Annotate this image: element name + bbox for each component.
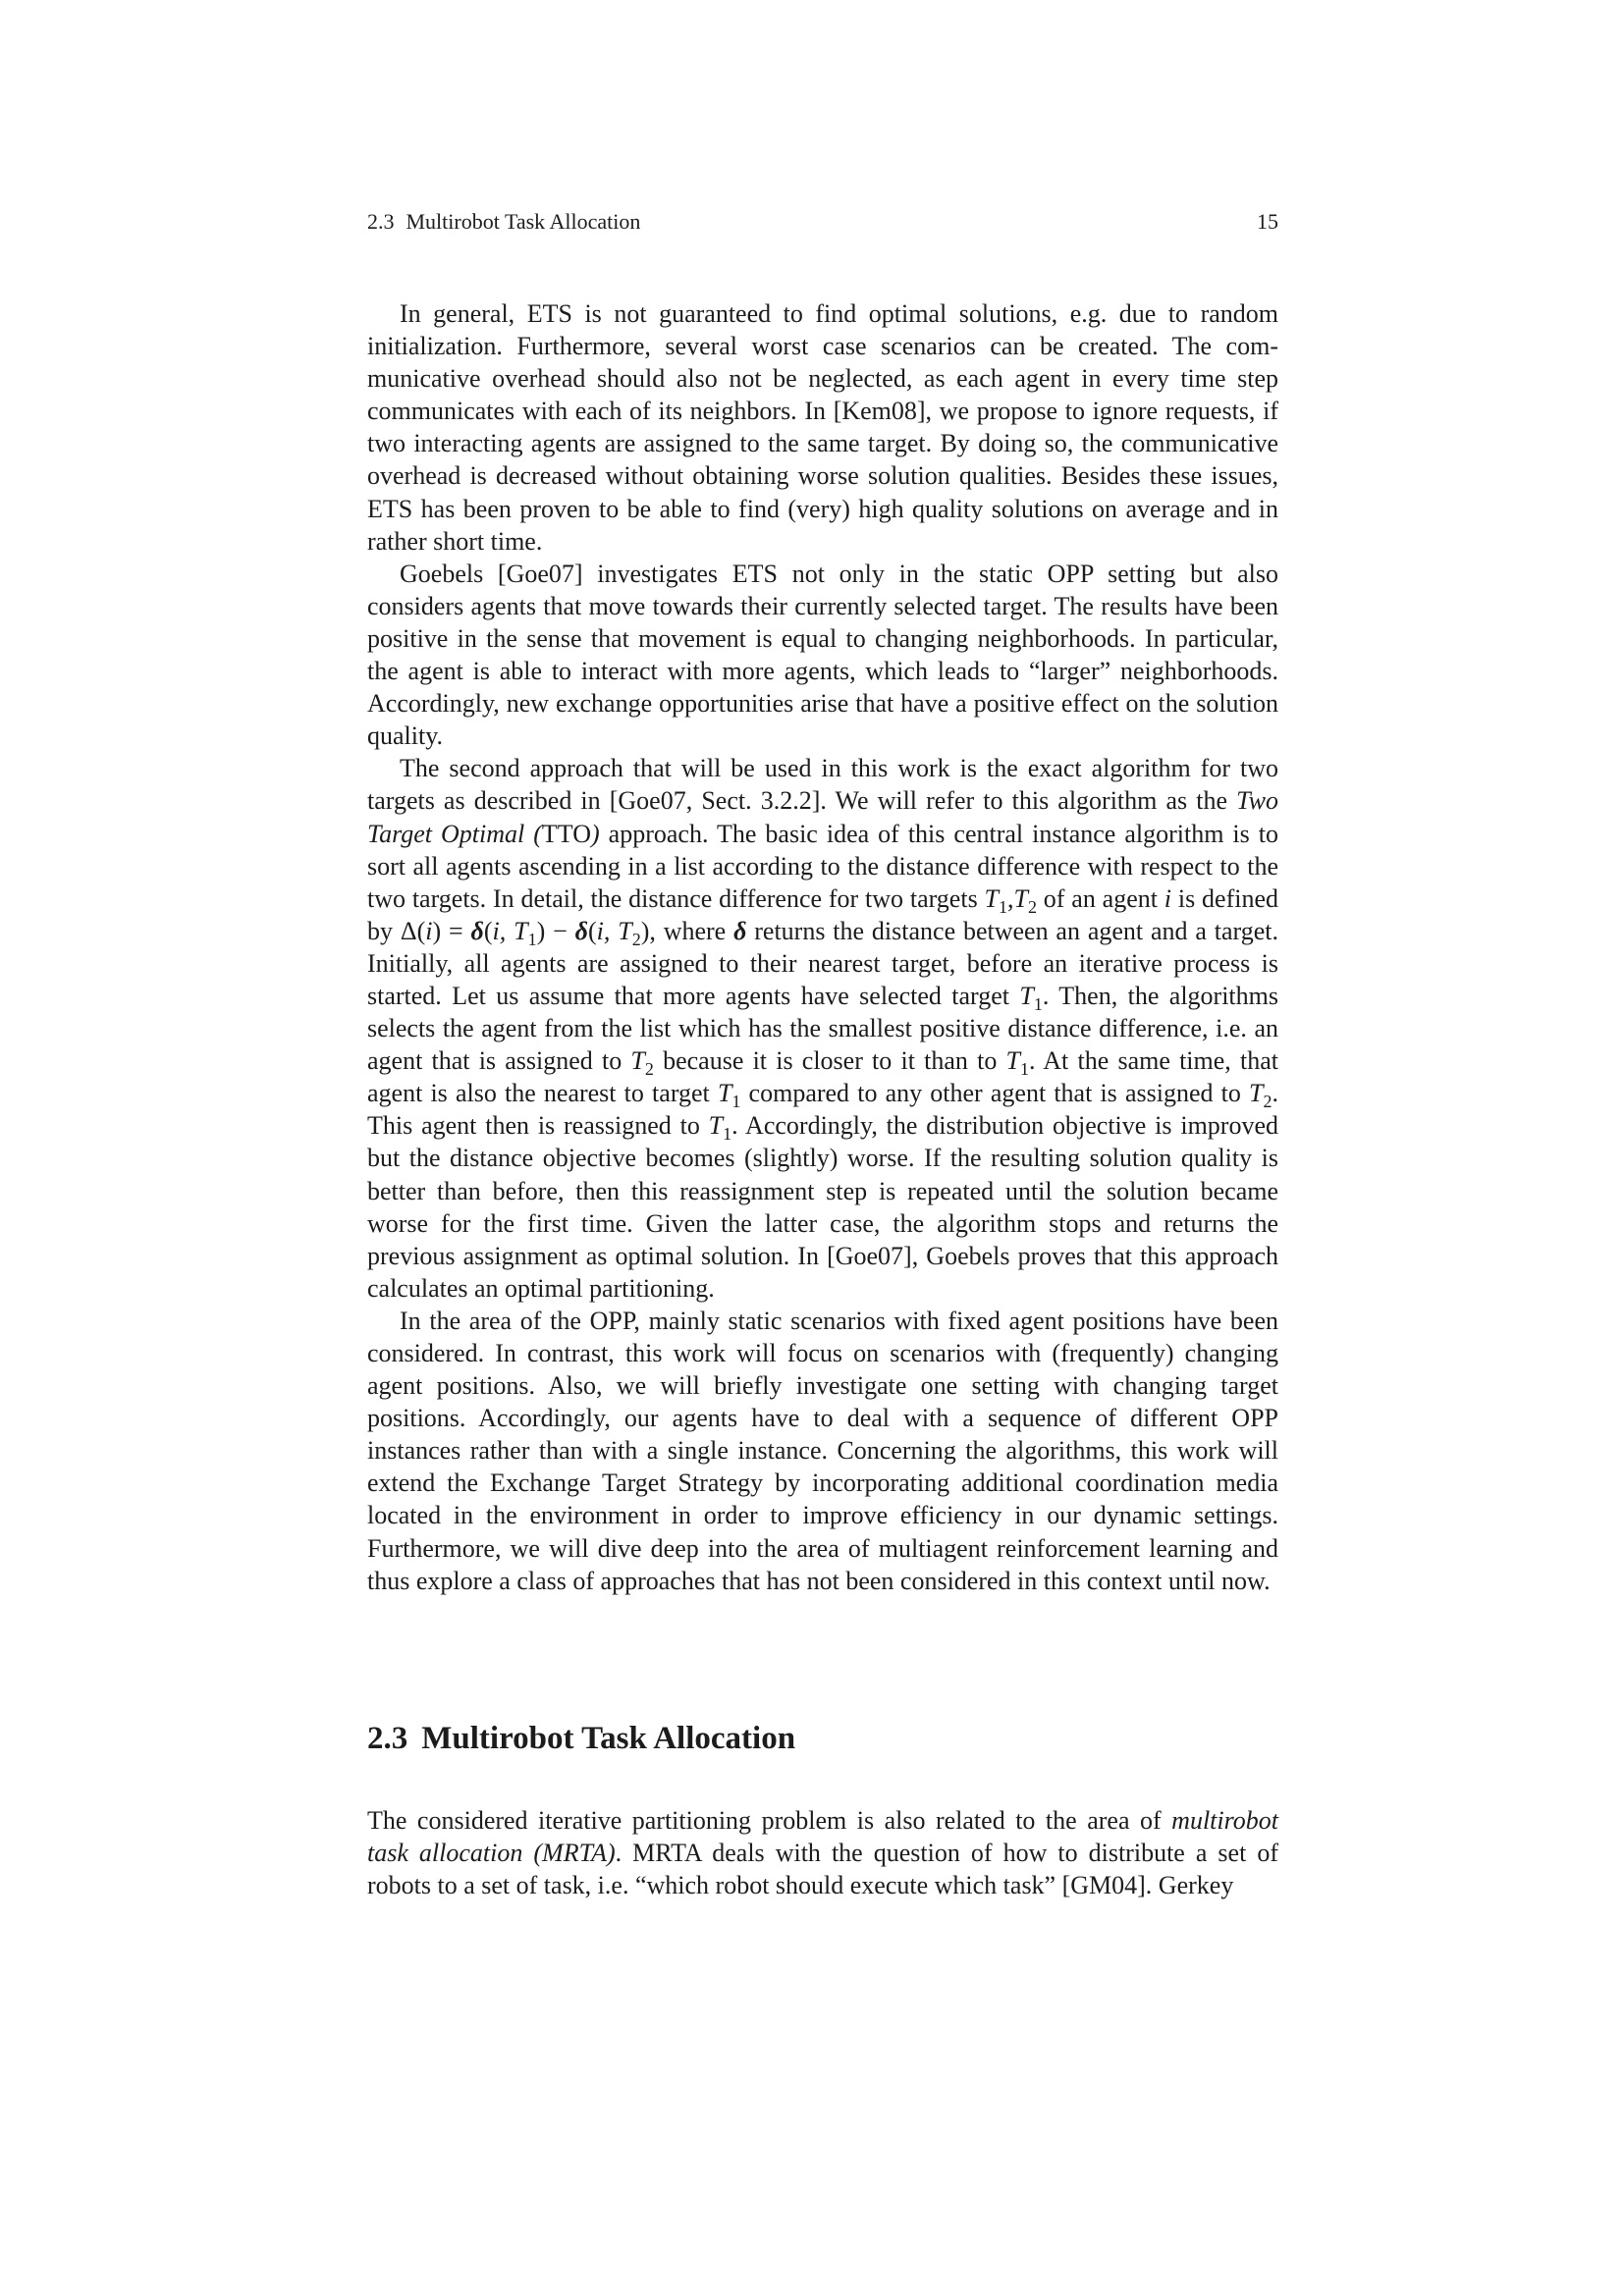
- math-t1: $T_1$: [1005, 1046, 1030, 1080]
- math-distance-difference: Δ(i) = δ(i, $T_1) - \delta(i$, $T_2$): [400, 916, 650, 949]
- paragraph-tto-approach: The second approach that will be used in this work is the exact algorithm for two targets as described in [Goe07, Sect. 3.2.2]. We will refer to this algorithm as the Two Target Optimal (TTO) approach. The basic idea of this central instance algorithm is to sort all agents ascending in a list according to the distance difference with respect to the two targets. In detail, the distance difference for two targets $T_1,T_2$ of an agent i is defined by Δ(i) = δ(i, $T_1) - \delta(i$, $T_2$), where δ returns the distance between an agent and a target. Initially, all agents are assigned to their nearest target, before an iterative process is started. Let us assume that more agents have selected target $T_1$. Then, the algorithms selects the agent from the list which has the smallest positive distance difference, i.e. an agent that is assigned to $T_2$ because it is closer to it than to $T_1$. At the same time, that agent is also the nearest to target $T_1$ compared to any other agent that is assigned to $T_2$. This agent then is reassigned to $T_1$. Accordingly, the distribution objective is improved but the distance objective becomes (slightly) worse. If the resulting solution quality is better than before, then this reassignment step is repeated until the solution became worse for the first time. Given the latter case, the algorithm stops and returns the previous assignment as optimal solution. In [Goe07], Goebels proves that this approach calculates an optimal partitioning.: [367, 754, 1279, 1303]
- section-body: [367, 1804, 1278, 1901]
- paragraph-ets-limitations: In general, ETS is not guaranteed to find optimal solutions, e.g. due to random initialization. Furthermore, several worst case scenarios can be created. The communicative overhead should also not be neglected, as each agent in every time step communicates with each of its neighbors. In [Kem08], we propose to ignore requests, if two interacting agents are assigned to the same target. By doing so, the communicative overhead is decreased without obtaining worse solution qualities. Besides these issues, ETS has been proven to be able to find (very) high quality solutions on average and in rather short time.: [367, 299, 1278, 556]
- page: [367, 0, 1278, 2296]
- math-t2: $T_2$: [630, 1046, 654, 1080]
- paragraph-goebels-movement: Goebels [Goe07] investigates ETS not only in the static OPP setting but also considers agents that move towards their currently selected target. The results have been positive in the sense that movement is equal to changing neighborhoods. In particular, the agent is able to interact with more agents, which leads to “larger” neighborhoods. Accordingly, new exchange opportunities arise that have a positive effect on the solution quality.: [367, 559, 1278, 751]
- running-head: [367, 208, 1278, 236]
- math-i: i: [1164, 883, 1172, 913]
- section-number: 2.3: [367, 1721, 408, 1756]
- math-t1-t2: $T_1,T_2$: [984, 883, 1037, 917]
- body-text: [367, 297, 1278, 1597]
- paragraph-opp-dynamic: In the area of the OPP, mainly static scenarios with fixed agent positions have been considered. In contrast, this work will focus on scenarios with (frequently) changing agent positions. Also, we will briefly investigate one setting with changing target positions. Accordingly, our agents have to deal with a sequence of different OPP instances rather than with a single instance. Concerning the algorithms, this work will extend the Exchange Target Strategy by incorporating additional coordination media located in the environment in order to improve efficiency in our dynamic settings. Furthermore, we will dive deep into the area of multiagent reinforcement learning and thus explore a class of approaches that has not been considered in this context until now.: [367, 1306, 1278, 1595]
- math-t1: $T_1$: [717, 1079, 741, 1112]
- running-head-section-number: 2.3: [367, 209, 395, 234]
- math-t1: $T_1$: [708, 1111, 732, 1145]
- math-delta: δ: [733, 916, 747, 945]
- running-head-section-title: Multirobot Task Allocation: [406, 209, 641, 234]
- section-heading: [367, 1718, 795, 1759]
- paragraph-mrta-intro: The considered iterative partitioning problem is also related to the area of multirobot task allocation (MRTA). MRTA deals with the question of how to distribute a set of robots to a set of task, i.e. “which robot should execute which task” [GM04]. Gerkey: [367, 1806, 1278, 1900]
- running-head-section: [367, 208, 640, 236]
- section-title: Multirobot Task Allocation: [421, 1721, 796, 1756]
- math-t2: $T_2$: [1249, 1079, 1272, 1112]
- math-t1: $T_1$: [1019, 981, 1043, 1015]
- page-number: 15: [1257, 209, 1278, 234]
